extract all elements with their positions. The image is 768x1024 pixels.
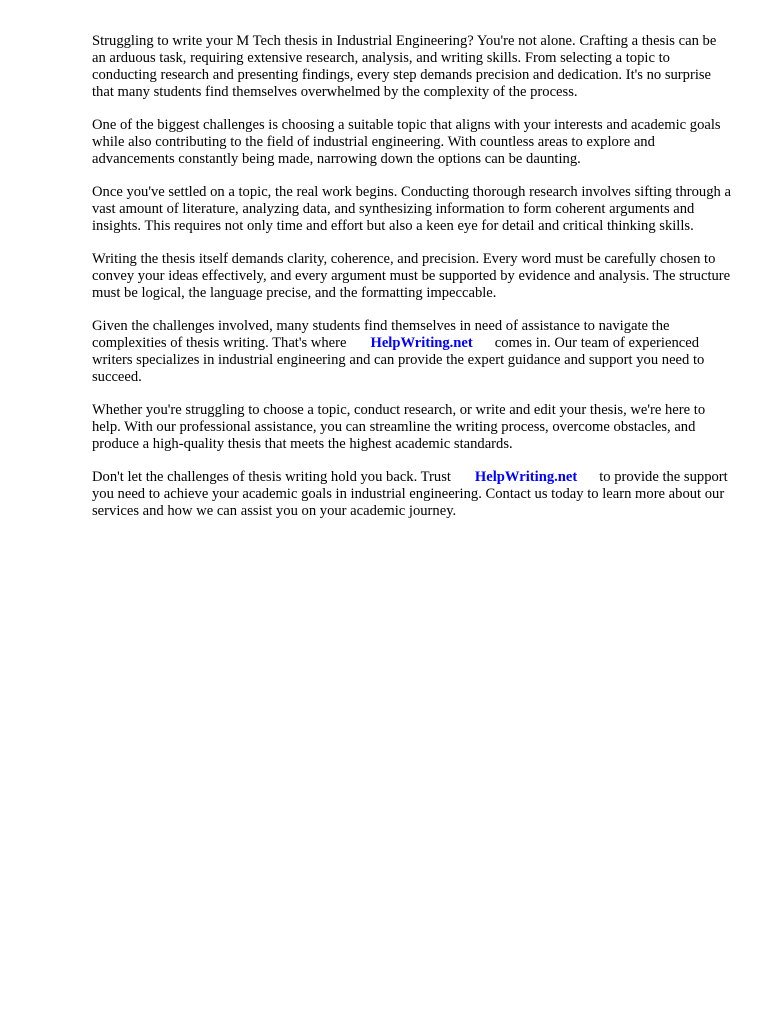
paragraph-assistance [92, 318, 732, 386]
paragraph-intro: Struggling to write your M Tech thesis in Industrial Engineering? You're not alone. Crafting a thesis can be an arduous task, requiring extensive research, analysis, and writing skills. From selecting a topic to conducting research and presenting findings, every step demands precision and dedication. It's no surprise that many students find themselves overwhelmed by the complexity of the process. [92, 33, 717, 100]
paragraph-closing-text-before: Don't let the challenges of thesis writing hold you back. Trust [92, 469, 451, 485]
paragraph-help: Whether you're struggling to choose a topic, conduct research, or write and edit your thesis, we're here to help. With our professional assistance, you can streamline the writing process, overcome obstacles, and produce a high-quality thesis that meets the highest academic standards. [92, 402, 706, 452]
document-body [92, 33, 732, 536]
paragraph-research: Once you've settled on a topic, the real work begins. Conducting thorough research involves sifting through a vast amount of literature, analyzing data, and synthesizing information to form coherent arguments and insights. This requires not only time and effort but also a keen eye for detail and critical thinking skills. [92, 184, 731, 234]
paragraph-assistance-text-before: Given the challenges involved, many students find themselves in need of assistance to navigate the complexities of thesis writing. That's where [92, 318, 670, 351]
paragraph-topic-challenge: One of the biggest challenges is choosing a suitable topic that aligns with your interests and academic goals while also contributing to the field of industrial engineering. With countless areas to explore and advancements constantly being made, narrowing down the options can be daunting. [92, 117, 721, 167]
paragraph-closing [92, 469, 732, 520]
helpwriting-link[interactable]: HelpWriting.net [370, 335, 473, 351]
paragraph-assistance-text-after: comes in. Our team of experienced writers specializes in industrial engineering and can provide the expert guidance and support you need to succeed. [92, 335, 705, 385]
paragraph-writing: Writing the thesis itself demands clarity, coherence, and precision. Every word must be carefully chosen to convey your ideas effectively, and every argument must be supported by evidence and analysis. The structure must be logical, the language precise, and the formatting impeccable. [92, 251, 731, 301]
helpwriting-link-2[interactable]: HelpWriting.net [474, 469, 578, 485]
paragraph-closing-text-after: to provide the support you need to achieve your academic goals in industrial engineering. Contact us today to learn more about our services and how we can assist you on your academic journey. [92, 469, 728, 519]
